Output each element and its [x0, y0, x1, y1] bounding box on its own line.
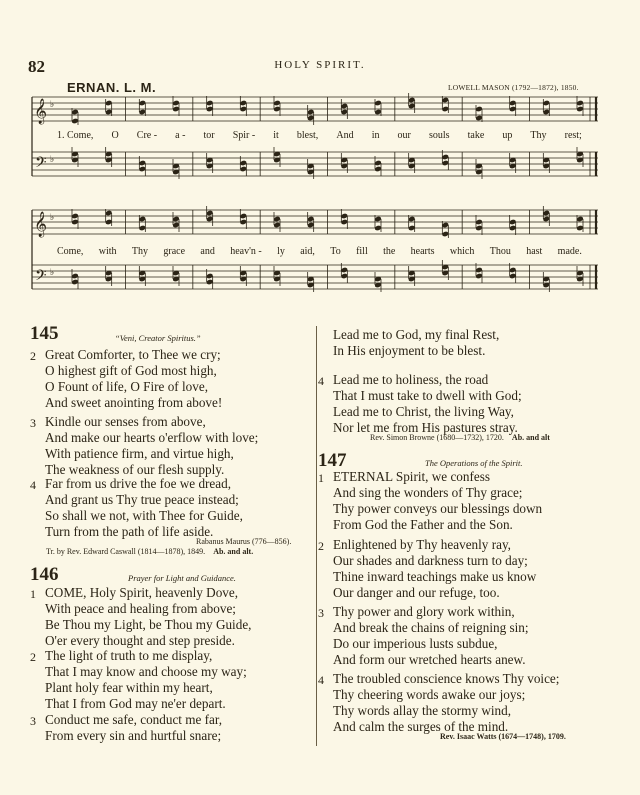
- verse-line: With patience firm, and virtue high,: [45, 446, 234, 462]
- verse-line: Lead me to God, my final Rest,: [333, 327, 500, 342]
- verse-line: That I must take to dwell with God;: [333, 388, 522, 404]
- hymn-title: The Operations of the Spirit.: [425, 458, 523, 468]
- verse-line: ETERNAL Spirit, we confess: [333, 469, 491, 484]
- verse-line: Lead me to holiness, the road: [333, 372, 489, 387]
- verse-line: And grant us Thy true peace instead;: [45, 492, 239, 508]
- author-text: Rev. Simon Browne (1680—1732), 1720.: [370, 433, 504, 442]
- verse-line: And form our wretched hearts anew.: [333, 652, 526, 668]
- verse-line: And sweet anointing from above!: [45, 395, 223, 411]
- lyric-syllable: hearts: [410, 246, 435, 257]
- lyric-syllable: Cre -: [136, 130, 158, 141]
- lyrics-line-1: [57, 130, 582, 141]
- verse-line: And calm the surges of the mind.: [333, 719, 509, 735]
- lyric-syllable: in: [371, 130, 380, 141]
- verse-line: Thy words allay the stormy wind,: [333, 703, 512, 719]
- verse-line: O highest gift of God most high,: [45, 363, 217, 379]
- lyric-syllable: grace: [163, 246, 186, 257]
- tune-composer: LOWELL MASON (1792—1872), 1850.: [448, 83, 579, 92]
- verse-line: O Fount of life, O Fire of love,: [45, 379, 208, 395]
- music-system-1: [0, 92, 640, 192]
- stanza-number: 4: [318, 673, 324, 687]
- verse-line: The light of truth to me display,: [45, 648, 213, 663]
- lyric-syllable: rest;: [564, 130, 582, 141]
- verse-line: COME, Holy Spirit, heavenly Dove,: [45, 585, 239, 600]
- lyric-syllable: up: [502, 130, 513, 141]
- verse-line: In His enjoyment to be blest.: [333, 343, 486, 359]
- verse-line: Thy power and glory work within,: [333, 604, 515, 619]
- verse-line: That I may know and choose my way;: [45, 664, 247, 680]
- lyric-syllable: O: [111, 130, 119, 141]
- verse-line: Thy power conveys our blessings down: [333, 501, 543, 517]
- verse-line: And break the chains of reigning sin;: [333, 620, 529, 636]
- stanza: [45, 414, 258, 478]
- stanza: [333, 372, 522, 436]
- lyric-syllable: tor: [203, 130, 215, 141]
- verse-line: Kindle our senses from above,: [45, 414, 206, 429]
- tune-name: ERNAN. L. M.: [67, 80, 157, 95]
- stanza-number: 1: [30, 587, 36, 601]
- lyric-syllable: made.: [557, 246, 582, 257]
- stanza-number: 2: [30, 650, 36, 664]
- lyric-syllable: Thy: [530, 130, 547, 141]
- page-number: 82: [28, 57, 45, 76]
- hymn-title: Prayer for Light and Guidance.: [128, 573, 236, 583]
- hymn-number: 145: [30, 323, 59, 344]
- lyric-syllable: and: [200, 246, 215, 257]
- lyric-syllable: Come,: [57, 246, 84, 257]
- lyric-syllable: ly: [277, 246, 285, 257]
- stanza: [333, 671, 559, 735]
- column-divider: [316, 326, 317, 746]
- treble-clef-icon: 𝄞: [34, 98, 48, 123]
- lyric-syllable: take: [467, 130, 485, 141]
- verse-line: Plant holy fear within my heart,: [45, 680, 213, 696]
- verse-line: Turn from the path of life aside.: [45, 524, 214, 540]
- lyric-syllable: our: [397, 130, 411, 141]
- verse-line: From every sin and hurtful snare;: [45, 728, 222, 744]
- lyric-syllable: blest,: [296, 130, 319, 141]
- stanza-number: 4: [318, 374, 324, 388]
- lyric-syllable: Spir -: [232, 130, 256, 141]
- stanza-number: 4: [30, 478, 36, 492]
- attribution-author: Rev. Isaac Watts (1674—1748), 1709.: [440, 732, 566, 741]
- stanza-number: 2: [318, 539, 324, 553]
- stanza-continued: [333, 327, 499, 359]
- lyric-syllable: it: [273, 130, 279, 141]
- flat-sign-icon: ♭: [50, 212, 55, 222]
- running-header: HOLY SPIRIT.: [274, 59, 366, 71]
- verse-line: So shall we not, with Thee for Guide,: [45, 508, 243, 524]
- lyric-syllable: fill: [356, 246, 368, 257]
- attribution-author: [370, 433, 550, 442]
- lyric-syllable: hast: [526, 246, 543, 257]
- attribution-author: Rabanus Maurus (776—856).: [196, 537, 292, 546]
- stanza-number: 3: [318, 606, 324, 620]
- verse-line: Nor let me from His pastures stray.: [333, 420, 518, 436]
- hymn-number: 146: [30, 564, 59, 585]
- bass-clef-icon: 𝄢: [35, 154, 47, 174]
- attribution-translator: [46, 547, 253, 556]
- verse-line: The weakness of our flesh supply.: [45, 462, 225, 478]
- lyric-syllable: aid,: [300, 246, 315, 257]
- stanza-number: 3: [30, 416, 36, 430]
- verse-line: Be Thou my Light, be Thou my Guide,: [45, 617, 252, 633]
- verse-line: Our shades and darkness turn to day;: [333, 553, 528, 569]
- lyric-syllable: And: [336, 130, 354, 141]
- lyric-syllable: heav'n -: [230, 246, 262, 257]
- lyric-syllable: Thy: [131, 246, 148, 257]
- lyric-syllable: which: [449, 246, 475, 257]
- bass-clef-icon: 𝄢: [35, 267, 47, 287]
- lyric-syllable: a -: [175, 130, 186, 141]
- translator-text: Tr. by Rev. Edward Caswall (1814—1878), 1849.: [46, 547, 206, 556]
- verse-line: Thy cheering words awake our joys;: [333, 687, 526, 703]
- stanza-number: 1: [318, 471, 324, 485]
- verse-line: From God the Father and the Son.: [333, 517, 513, 533]
- stanza: [333, 604, 529, 668]
- verse-line: Enlightened by Thy heavenly ray,: [333, 537, 511, 552]
- stanza-number: 2: [30, 349, 36, 363]
- lyric-syllable: with: [98, 246, 117, 257]
- stanza-number: 3: [30, 714, 36, 728]
- stanza: [45, 476, 243, 540]
- verse-line: Lead me to Christ, the living Way,: [333, 404, 514, 420]
- verse-line: The troubled conscience knows Thy voice;: [333, 671, 560, 686]
- verse-line: Conduct me safe, conduct me far,: [45, 712, 223, 727]
- flat-sign-icon: ♭: [50, 267, 55, 277]
- flat-sign-icon: ♭: [50, 99, 55, 109]
- stanza: [333, 469, 542, 533]
- verse-line: Do our imperious lusts subdue,: [333, 636, 498, 652]
- stanza: [45, 648, 247, 712]
- verse-line: And sing the wonders of Thy grace;: [333, 485, 523, 501]
- treble-clef-icon: 𝄞: [34, 211, 48, 236]
- lyric-syllable: 1. Come,: [57, 130, 94, 141]
- stanza: [45, 585, 251, 649]
- lyric-syllable: To: [330, 246, 341, 257]
- verse-line: And make our hearts o'erflow with love;: [45, 430, 259, 446]
- hymn-title: “Veni, Creator Spiritus.”: [115, 333, 201, 343]
- verse-line: That I from God may ne'er depart.: [45, 696, 226, 712]
- lyric-syllable: the: [383, 246, 396, 257]
- hymn-number: 147: [318, 450, 347, 471]
- verse-line: Thine inward teachings make us know: [333, 569, 537, 585]
- verse-line: Great Comforter, to Thee we cry;: [45, 347, 221, 362]
- verse-line: Far from us drive the foe we dread,: [45, 476, 232, 491]
- flat-sign-icon: ♭: [50, 154, 55, 164]
- attribution-note: Ab. and alt.: [213, 547, 254, 556]
- stanza: [45, 347, 222, 411]
- attribution-note: Ab. and alt: [511, 433, 550, 442]
- lyrics-line-2: [57, 246, 582, 257]
- verse-line: With peace and healing from above;: [45, 601, 236, 617]
- verse-line: Our danger and our refuge, too.: [333, 585, 500, 601]
- verse-line: O'er every thought and step preside.: [45, 633, 235, 649]
- lyric-syllable: souls: [428, 130, 450, 141]
- lyric-syllable: Thou: [489, 246, 511, 257]
- stanza: [45, 712, 222, 744]
- stanza: [333, 537, 536, 601]
